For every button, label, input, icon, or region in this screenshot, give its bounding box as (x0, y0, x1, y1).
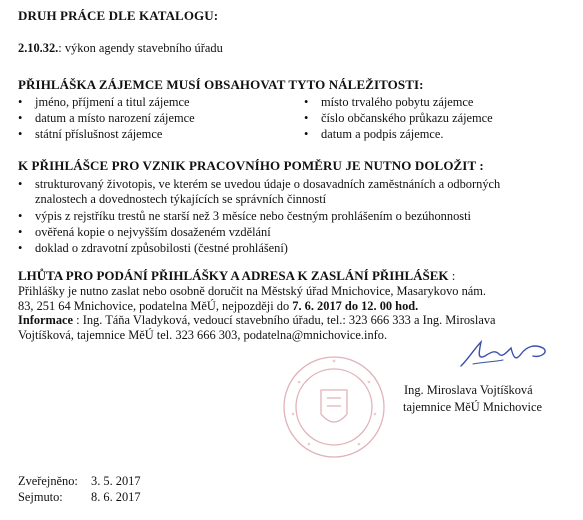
list-item-text: datum a podpis zájemce. (321, 127, 444, 141)
deadline-line-2 (18, 299, 496, 314)
published-value: 3. 5. 2017 (91, 474, 141, 488)
requirements-heading: PŘIHLÁŠKA ZÁJEMCE MUSÍ OBSAHOVAT TYTO NÁLEŽITOSTI: (18, 77, 424, 92)
catalog-description: : výkon agendy stavebního úřadu (58, 41, 223, 55)
list-item-text: číslo občanského průkazu zájemce (321, 111, 493, 125)
deadline-line-3 (18, 313, 496, 328)
deadline-date: 7. 6. 2017 do 12. 00 hod. (292, 298, 419, 313)
list-item-text: výpis z rejstříku trestů ne starší než 3 měsíce nebo čestným prohlášením o bezúhonnosti (35, 209, 471, 223)
removed-label: Sejmuto: (18, 490, 63, 504)
official-stamp (279, 352, 389, 462)
catalog-code: 2.10.32. (18, 41, 59, 55)
catalog-line (18, 41, 223, 56)
deadline-text: 83, 251 64 Mnichovice, podatelna MěÚ, nejpozději do (18, 298, 293, 313)
deadline-heading: LHŮTA PRO PODÁNÍ PŘIHLÁŠKY A ADRESA K ZASLÁNÍ PŘIHLÁŠEK (18, 268, 449, 283)
signatory-role: tajemnice MěÚ Mnichovice (403, 400, 543, 414)
bullet-icon: • (18, 225, 23, 239)
list-item-text: ověřená kopie o nejvyšším dosaženém vzdělání (35, 225, 271, 239)
removed-value: 8. 6. 2017 (91, 490, 141, 504)
bullet-icon: • (18, 95, 23, 109)
list-item-text: místo trvalého pobytu zájemce (321, 95, 474, 109)
catalog-heading: DRUH PRÁCE DLE KATALOGU: (18, 8, 219, 23)
signatory-name: Ing. Miroslava Vojtíšková (404, 383, 533, 397)
list-item-text: doklad o zdravotní způsobilosti (čestné prohlášení) (35, 241, 288, 255)
info-label: Informace (18, 313, 74, 328)
deadline-heading-suffix: : (448, 268, 456, 283)
deadline-heading-line (18, 268, 455, 284)
bullet-icon: • (304, 95, 309, 109)
handwritten-signature (455, 336, 555, 376)
deadline-paragraph (18, 284, 496, 342)
bullet-icon: • (18, 111, 23, 125)
deadline-line-1: Přihlášky je nutno zaslat nebo osobně doručit na Městský úřad Mnichovice, Masarykovo nám. (18, 284, 486, 298)
list-item-text: strukturovaný životopis, ve kterém se uvedou údaje o dosavadních zaměstnáních a odborných (35, 177, 501, 191)
info-text: : Ing. Táňa Vladyková, vedoucí stavebního úřadu, tel.: 323 666 333 a Ing. Miroslava (73, 313, 496, 328)
bullet-icon: • (18, 209, 23, 223)
deadline-line-4: Vojtíšková, tajemnice MěÚ tel. 323 666 303, podatelna@mnichovice.info. (18, 327, 388, 342)
list-item-continuation: znalostech a dovednostech týkajících se správních činností (35, 192, 327, 206)
bullet-icon: • (18, 177, 23, 191)
list-item-text: jméno, příjmení a titul zájemce (35, 95, 190, 109)
attachments-heading: K PŘIHLÁŠCE PRO VZNIK PRACOVNÍHO POMĚRU JE NUTNO DOLOŽIT : (18, 158, 484, 173)
list-item-text: datum a místo narození zájemce (35, 111, 195, 125)
published-label: Zveřejněno: (18, 474, 78, 488)
bullet-icon: • (18, 127, 23, 141)
bullet-icon: • (304, 111, 309, 125)
bullet-icon: • (304, 127, 309, 141)
list-item-text: státní příslušnost zájemce (35, 127, 163, 141)
bullet-icon: • (18, 241, 23, 255)
